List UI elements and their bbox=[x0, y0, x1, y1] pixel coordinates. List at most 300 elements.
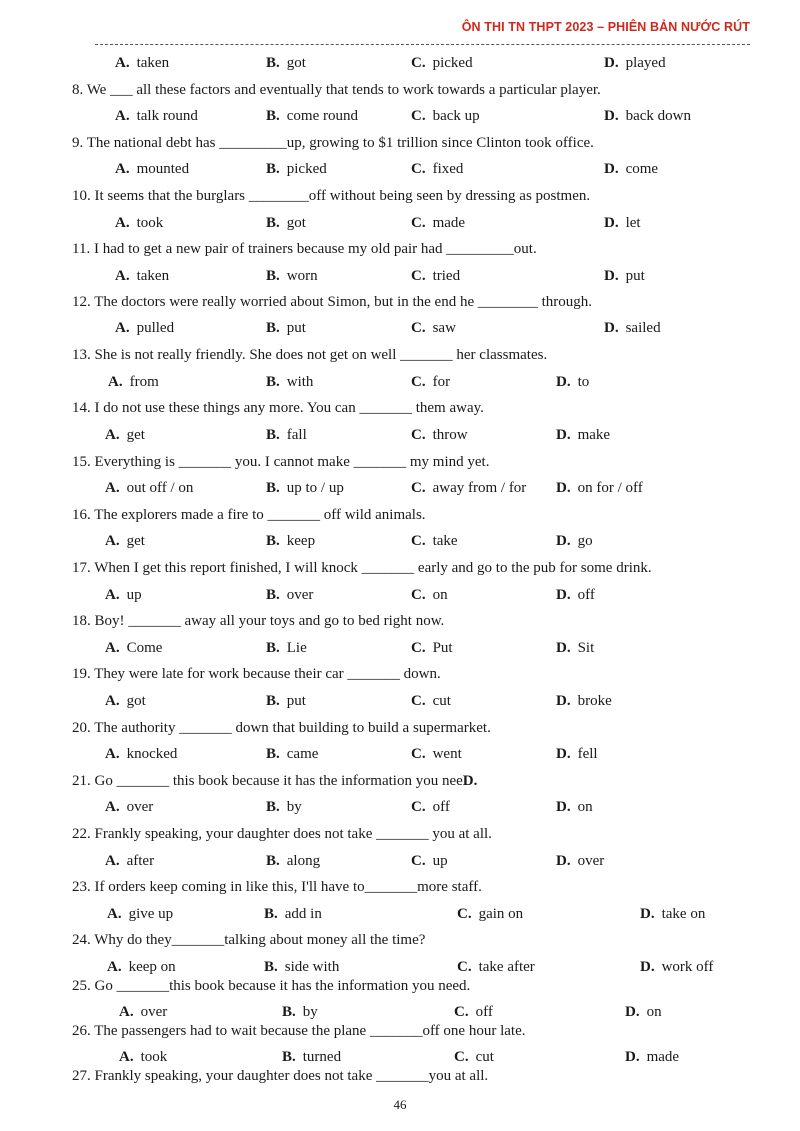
option-letter: A. bbox=[105, 480, 120, 496]
answer-option[interactable] bbox=[454, 1004, 493, 1021]
question-stem: 21. Go _______ this book because it has the information you nee bbox=[72, 773, 463, 789]
answer-options-row bbox=[0, 427, 800, 447]
option-letter: A. bbox=[105, 427, 120, 443]
question-stem: 14. I do not use these things any more. You can _______ them away. bbox=[72, 400, 484, 416]
answer-option[interactable] bbox=[411, 693, 451, 710]
option-text: put bbox=[286, 693, 306, 709]
answer-option[interactable] bbox=[282, 1004, 318, 1021]
option-text: tried bbox=[432, 268, 461, 284]
option-letter: B. bbox=[266, 215, 280, 231]
option-letter: B. bbox=[266, 55, 280, 71]
answer-option[interactable] bbox=[115, 320, 174, 337]
question-text bbox=[72, 241, 537, 258]
option-letter: B. bbox=[266, 480, 280, 496]
option-letter: B. bbox=[266, 799, 280, 815]
option-letter: A. bbox=[115, 268, 130, 284]
question-text bbox=[72, 560, 652, 577]
question-text bbox=[72, 666, 441, 683]
option-text: off bbox=[475, 1004, 493, 1020]
answer-option[interactable] bbox=[411, 108, 480, 125]
option-text: sailed bbox=[625, 320, 661, 336]
option-letter: D. bbox=[604, 215, 619, 231]
answer-option[interactable] bbox=[411, 853, 448, 870]
question-stem: 17. When I get this report finished, I will knock _______ early and go to the pub for some drink. bbox=[72, 560, 652, 576]
option-letter: A. bbox=[108, 374, 123, 390]
answer-options-row bbox=[0, 320, 800, 340]
question-text bbox=[72, 135, 594, 152]
question-stem: 22. Frankly speaking, your daughter does not take _______ you at all. bbox=[72, 826, 492, 842]
question-stem: 13. She is not really friendly. She does not get on well _______ her classmates. bbox=[72, 347, 548, 363]
option-letter: B. bbox=[266, 587, 280, 603]
option-letter: D. bbox=[604, 108, 619, 124]
option-text: up to / up bbox=[286, 480, 344, 496]
answer-option[interactable] bbox=[107, 959, 176, 976]
answer-option[interactable] bbox=[454, 1049, 494, 1066]
option-text: Sit bbox=[577, 640, 595, 656]
answer-options-row bbox=[0, 746, 800, 766]
answer-option[interactable] bbox=[266, 108, 358, 125]
option-letter: D. bbox=[640, 959, 655, 975]
answer-option[interactable] bbox=[105, 693, 146, 710]
answer-option[interactable] bbox=[411, 161, 463, 178]
option-letter: A. bbox=[119, 1004, 134, 1020]
option-letter: A. bbox=[115, 320, 130, 336]
answer-options-row bbox=[0, 1004, 800, 1024]
option-text: pulled bbox=[136, 320, 175, 336]
option-text: take bbox=[432, 533, 458, 549]
option-letter: D. bbox=[556, 587, 571, 603]
option-letter: A. bbox=[105, 587, 120, 603]
option-letter: B. bbox=[266, 427, 280, 443]
option-letter: C. bbox=[411, 427, 426, 443]
option-text: go bbox=[577, 533, 593, 549]
question-stem: 24. Why do they_______talking about money all the time? bbox=[72, 932, 426, 948]
option-text: take on bbox=[661, 906, 706, 922]
answer-option[interactable] bbox=[266, 55, 306, 72]
option-text: taken bbox=[136, 55, 170, 71]
question-stem: 12. The doctors were really worried about Simon, but in the end he ________ through. bbox=[72, 294, 593, 310]
option-text: side with bbox=[284, 959, 340, 975]
option-letter: C. bbox=[411, 268, 426, 284]
option-letter: B. bbox=[266, 108, 280, 124]
answer-option[interactable] bbox=[411, 799, 450, 816]
option-letter: A. bbox=[115, 55, 130, 71]
question-text bbox=[72, 932, 425, 949]
answer-options-row bbox=[0, 853, 800, 873]
option-text: by bbox=[302, 1004, 318, 1020]
option-text: on bbox=[646, 1004, 662, 1020]
answer-option[interactable] bbox=[556, 799, 593, 816]
answer-option[interactable] bbox=[411, 533, 458, 550]
answer-options-row bbox=[0, 693, 800, 713]
option-text: from bbox=[129, 374, 159, 390]
option-letter: B. bbox=[266, 853, 280, 869]
answer-option[interactable] bbox=[556, 853, 604, 870]
question-text bbox=[72, 507, 426, 524]
option-text: mounted bbox=[136, 161, 190, 177]
question-stem: 27. Frankly speaking, your daughter does not take _______you at all. bbox=[72, 1068, 489, 1084]
question-text bbox=[72, 294, 592, 311]
answer-option[interactable] bbox=[115, 108, 198, 125]
option-text: work off bbox=[661, 959, 714, 975]
question-text bbox=[72, 347, 547, 364]
option-text: over bbox=[140, 1004, 168, 1020]
option-text: saw bbox=[432, 320, 456, 336]
option-text: over bbox=[577, 853, 605, 869]
option-text: took bbox=[140, 1049, 168, 1065]
answer-option[interactable] bbox=[411, 427, 468, 444]
answer-option[interactable] bbox=[604, 55, 666, 72]
answer-option[interactable] bbox=[411, 374, 450, 391]
option-letter: D. bbox=[604, 320, 619, 336]
document-header-title: ÔN THI TN THPT 2023 – PHIÊN BẢN NƯỚC RÚT bbox=[461, 20, 750, 34]
answer-options-row bbox=[0, 374, 800, 394]
answer-option[interactable] bbox=[625, 1049, 679, 1066]
answer-option[interactable] bbox=[457, 906, 523, 923]
answer-option[interactable] bbox=[115, 268, 169, 285]
option-letter: A. bbox=[115, 215, 130, 231]
answer-option[interactable] bbox=[411, 587, 448, 604]
option-text: on bbox=[577, 799, 593, 815]
option-text: fixed bbox=[432, 161, 464, 177]
option-text: throw bbox=[432, 427, 468, 443]
answer-option[interactable] bbox=[264, 959, 339, 976]
option-letter: A. bbox=[105, 746, 120, 762]
question-text bbox=[72, 773, 477, 790]
answer-option[interactable] bbox=[266, 746, 318, 763]
answer-option[interactable] bbox=[266, 161, 327, 178]
answer-option[interactable] bbox=[640, 959, 713, 976]
answer-option[interactable] bbox=[640, 906, 705, 923]
answer-option[interactable] bbox=[266, 799, 302, 816]
option-text: picked bbox=[432, 55, 473, 71]
option-letter: B. bbox=[266, 746, 280, 762]
option-letter: C. bbox=[411, 799, 426, 815]
option-text: back down bbox=[625, 108, 691, 124]
option-text: keep on bbox=[128, 959, 176, 975]
option-letter: B. bbox=[282, 1004, 296, 1020]
answer-options-row bbox=[0, 480, 800, 500]
option-text: off bbox=[432, 799, 450, 815]
question-text bbox=[72, 188, 590, 205]
option-text: went bbox=[432, 746, 462, 762]
question-stem: 8. We ___ all these factors and eventually that tends to work towards a particular player. bbox=[72, 82, 601, 98]
answer-options-row bbox=[0, 1049, 800, 1069]
question-stem: 18. Boy! _______ away all your toys and go to bed right now. bbox=[72, 613, 445, 629]
answer-options-row bbox=[0, 799, 800, 819]
option-text: up bbox=[126, 587, 142, 603]
option-text: cut bbox=[432, 693, 451, 709]
question-stem: 25. Go _______this book because it has the information you need. bbox=[72, 978, 471, 994]
option-text: on bbox=[432, 587, 448, 603]
option-letter: A. bbox=[119, 1049, 134, 1065]
option-letter: D. bbox=[556, 799, 571, 815]
option-letter: D. bbox=[604, 268, 619, 284]
answer-option[interactable] bbox=[604, 268, 645, 285]
option-letter: C. bbox=[411, 533, 426, 549]
option-text: come round bbox=[286, 108, 358, 124]
option-letter: C. bbox=[411, 320, 426, 336]
option-text: turned bbox=[302, 1049, 342, 1065]
answer-option[interactable] bbox=[625, 1004, 662, 1021]
answer-option[interactable] bbox=[411, 640, 453, 657]
answer-option[interactable] bbox=[105, 427, 145, 444]
answer-options-row bbox=[0, 268, 800, 288]
option-letter: D. bbox=[556, 374, 571, 390]
answer-options-row bbox=[0, 161, 800, 181]
option-text: taken bbox=[136, 268, 170, 284]
answer-options-row bbox=[0, 533, 800, 553]
option-text: got bbox=[286, 55, 306, 71]
answer-options-row bbox=[0, 640, 800, 660]
question-stem: 11. I had to get a new pair of trainers because my old pair had _________out. bbox=[72, 241, 537, 257]
answer-option[interactable] bbox=[411, 215, 465, 232]
question-text bbox=[72, 400, 484, 417]
answer-option[interactable] bbox=[604, 108, 691, 125]
question-stem: 23. If orders keep coming in like this, I'll have to_______more staff. bbox=[72, 879, 482, 895]
option-letter: C. bbox=[454, 1004, 469, 1020]
option-text: worn bbox=[286, 268, 318, 284]
option-text: put bbox=[625, 268, 645, 284]
answer-option[interactable] bbox=[604, 320, 661, 337]
answer-option[interactable] bbox=[105, 746, 177, 763]
answer-option[interactable] bbox=[119, 1004, 167, 1021]
option-text: let bbox=[625, 215, 641, 231]
answer-options-row bbox=[0, 959, 800, 979]
option-letter: D. bbox=[625, 1004, 640, 1020]
answer-option[interactable] bbox=[266, 533, 315, 550]
answer-option[interactable] bbox=[411, 480, 526, 497]
option-text: to bbox=[577, 374, 590, 390]
option-letter: B. bbox=[266, 320, 280, 336]
option-letter: A. bbox=[115, 108, 130, 124]
option-letter: C. bbox=[411, 55, 426, 71]
option-letter: B. bbox=[264, 906, 278, 922]
answer-option[interactable] bbox=[266, 427, 307, 444]
question-text bbox=[72, 454, 489, 471]
question-stem: 26. The passengers had to wait because the plane _______off one hour late. bbox=[72, 1023, 526, 1039]
option-text: come bbox=[625, 161, 659, 177]
option-letter: C. bbox=[457, 906, 472, 922]
option-letter: D. bbox=[556, 640, 571, 656]
option-letter: B. bbox=[266, 693, 280, 709]
answer-option[interactable] bbox=[266, 853, 320, 870]
option-text: got bbox=[126, 693, 146, 709]
option-text: back up bbox=[432, 108, 480, 124]
answer-option[interactable] bbox=[604, 215, 641, 232]
question-text bbox=[72, 826, 492, 843]
option-letter: A. bbox=[105, 533, 120, 549]
option-text: after bbox=[126, 853, 155, 869]
option-text: for bbox=[432, 374, 451, 390]
question-stem: 19. They were late for work because their car _______ down. bbox=[72, 666, 441, 682]
answer-options-row bbox=[0, 215, 800, 235]
option-letter: A. bbox=[105, 693, 120, 709]
answer-option[interactable] bbox=[556, 480, 643, 497]
answer-option[interactable] bbox=[105, 799, 153, 816]
answer-option[interactable] bbox=[556, 640, 594, 657]
answer-option[interactable] bbox=[105, 533, 145, 550]
option-text: away from / for bbox=[432, 480, 527, 496]
answer-option[interactable] bbox=[556, 374, 589, 391]
answer-option[interactable] bbox=[115, 161, 189, 178]
option-text: made bbox=[646, 1049, 680, 1065]
question-text bbox=[72, 613, 444, 630]
option-text: along bbox=[286, 853, 321, 869]
answer-option[interactable] bbox=[105, 480, 193, 497]
option-text: over bbox=[286, 587, 314, 603]
option-letter: C. bbox=[411, 480, 426, 496]
option-text: gain on bbox=[478, 906, 524, 922]
option-letter: C. bbox=[411, 108, 426, 124]
option-letter: C. bbox=[411, 853, 426, 869]
answer-option[interactable] bbox=[266, 374, 313, 391]
question-text bbox=[72, 720, 491, 737]
question-text bbox=[72, 82, 601, 99]
answer-option[interactable] bbox=[556, 427, 610, 444]
answer-option[interactable] bbox=[105, 853, 154, 870]
answer-option[interactable] bbox=[266, 693, 306, 710]
answer-option[interactable] bbox=[115, 55, 169, 72]
option-text: fell bbox=[577, 746, 598, 762]
answer-options-row bbox=[0, 108, 800, 128]
answer-options-row bbox=[0, 906, 800, 926]
option-letter: B. bbox=[264, 959, 278, 975]
answer-option[interactable] bbox=[457, 959, 535, 976]
option-letter: D. bbox=[640, 906, 655, 922]
option-letter: A. bbox=[107, 959, 122, 975]
question-stem: 16. The explorers made a fire to _______ off wild animals. bbox=[72, 507, 426, 523]
question-stem: 20. The authority _______ down that building to build a supermarket. bbox=[72, 720, 491, 736]
option-letter: A. bbox=[105, 853, 120, 869]
question-text bbox=[72, 1023, 525, 1040]
option-text: cut bbox=[475, 1049, 494, 1065]
answer-option[interactable] bbox=[556, 693, 612, 710]
answer-option[interactable] bbox=[108, 374, 159, 391]
option-letter: D. bbox=[556, 853, 571, 869]
option-text: over bbox=[126, 799, 154, 815]
question-stem: 15. Everything is _______ you. I cannot make _______ my mind yet. bbox=[72, 454, 490, 470]
option-text: made bbox=[432, 215, 466, 231]
answer-option[interactable] bbox=[604, 161, 658, 178]
answer-option[interactable] bbox=[105, 640, 162, 657]
page-number: 46 bbox=[393, 1097, 407, 1112]
option-text: Come bbox=[126, 640, 163, 656]
option-letter: C. bbox=[411, 640, 426, 656]
option-letter: C. bbox=[411, 693, 426, 709]
option-letter: C. bbox=[411, 746, 426, 762]
option-letter: D. bbox=[556, 480, 571, 496]
answer-option[interactable] bbox=[411, 320, 456, 337]
option-letter: A. bbox=[105, 799, 120, 815]
question-text bbox=[72, 879, 482, 896]
option-text: Put bbox=[432, 640, 453, 656]
answer-option[interactable] bbox=[119, 1049, 167, 1066]
option-letter: C. bbox=[411, 215, 426, 231]
option-text: came bbox=[286, 746, 319, 762]
option-text: up bbox=[432, 853, 448, 869]
option-letter: C. bbox=[454, 1049, 469, 1065]
answer-option[interactable] bbox=[266, 480, 344, 497]
option-text: take after bbox=[478, 959, 535, 975]
option-text: knocked bbox=[126, 746, 178, 762]
option-letter: D. bbox=[556, 533, 571, 549]
option-letter: D. bbox=[604, 161, 619, 177]
option-text: by bbox=[286, 799, 302, 815]
answer-option[interactable] bbox=[411, 746, 462, 763]
option-text: get bbox=[126, 427, 145, 443]
option-text: Lie bbox=[286, 640, 307, 656]
option-letter: A. bbox=[115, 161, 130, 177]
question-stem: 9. The national debt has _________up, growing to $1 trillion since Clinton took office. bbox=[72, 135, 594, 151]
option-text: on for / off bbox=[577, 480, 643, 496]
option-text: got bbox=[286, 215, 306, 231]
answer-option[interactable] bbox=[266, 215, 306, 232]
option-text: with bbox=[286, 374, 314, 390]
answer-options-row bbox=[0, 55, 800, 75]
option-text: talk round bbox=[136, 108, 198, 124]
option-letter: D. bbox=[556, 427, 571, 443]
option-text: fall bbox=[286, 427, 307, 443]
option-text: off bbox=[577, 587, 595, 603]
answer-option[interactable] bbox=[115, 215, 163, 232]
option-letter: B. bbox=[266, 374, 280, 390]
answer-option[interactable] bbox=[266, 320, 306, 337]
answer-option[interactable] bbox=[107, 906, 173, 923]
option-letter: D. bbox=[556, 693, 571, 709]
answer-option[interactable] bbox=[266, 640, 307, 657]
option-text: picked bbox=[286, 161, 327, 177]
option-letter: C. bbox=[411, 374, 426, 390]
answer-option[interactable] bbox=[266, 587, 313, 604]
option-letter: B. bbox=[282, 1049, 296, 1065]
answer-option[interactable] bbox=[264, 906, 322, 923]
answer-option[interactable] bbox=[411, 55, 473, 72]
answer-options-row bbox=[0, 587, 800, 607]
question-stem-bold-tail: D. bbox=[462, 773, 478, 789]
option-text: add in bbox=[284, 906, 322, 922]
answer-option[interactable] bbox=[411, 268, 460, 285]
option-letter: D. bbox=[604, 55, 619, 71]
answer-option[interactable] bbox=[556, 587, 595, 604]
header-divider bbox=[95, 44, 750, 45]
option-letter: C. bbox=[411, 161, 426, 177]
option-letter: B. bbox=[266, 533, 280, 549]
option-text: make bbox=[577, 427, 611, 443]
question-text bbox=[72, 1068, 488, 1085]
option-text: give up bbox=[128, 906, 174, 922]
option-text: keep bbox=[286, 533, 316, 549]
option-letter: D. bbox=[556, 746, 571, 762]
question-text bbox=[72, 978, 470, 995]
option-letter: D. bbox=[625, 1049, 640, 1065]
option-letter: B. bbox=[266, 161, 280, 177]
answer-option[interactable] bbox=[556, 533, 593, 550]
answer-option[interactable] bbox=[105, 587, 142, 604]
option-text: out off / on bbox=[126, 480, 194, 496]
answer-option[interactable] bbox=[266, 268, 318, 285]
answer-option[interactable] bbox=[556, 746, 598, 763]
option-text: took bbox=[136, 215, 164, 231]
answer-option[interactable] bbox=[282, 1049, 341, 1066]
option-text: put bbox=[286, 320, 306, 336]
option-letter: A. bbox=[107, 906, 122, 922]
option-text: broke bbox=[577, 693, 612, 709]
option-letter: B. bbox=[266, 268, 280, 284]
option-letter: B. bbox=[266, 640, 280, 656]
option-letter: C. bbox=[457, 959, 472, 975]
option-letter: A. bbox=[105, 640, 120, 656]
